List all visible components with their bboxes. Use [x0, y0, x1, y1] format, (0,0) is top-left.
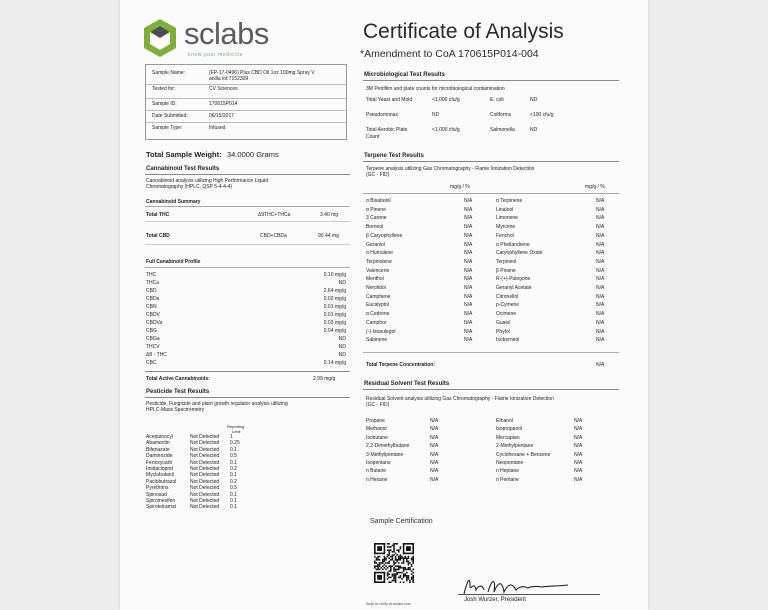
solvent-name: n Butane: [366, 468, 387, 475]
terpene-value: N/A: [596, 319, 605, 326]
pesticide-result: Not Detected: [190, 466, 220, 472]
pesticide-name: Spinosad: [146, 491, 167, 498]
terpene-name: Valencene: [366, 267, 390, 274]
terpene-name: Citronellol: [496, 293, 519, 300]
terpene-value: N/A: [464, 198, 473, 204]
solvent-value: N/A: [430, 468, 439, 475]
solvent-value: N/A: [574, 451, 583, 458]
terpene-name: Limonene: [496, 215, 518, 222]
pesticide-result: Not Detected: [190, 485, 220, 492]
terpene-name: (-)-Isopulegol: [366, 328, 396, 335]
pesticide-limit: 0.5: [230, 453, 237, 460]
total-cbd-value: 90.44 mg: [318, 233, 339, 239]
cannabinoid-desc: Chromatography (HPLC, QSP 5-4-4-4): [146, 184, 233, 190]
profile-value: ND: [338, 280, 346, 286]
terpene-unit: mg/g / %: [585, 184, 605, 190]
terpene-name: Guaiol: [496, 319, 511, 326]
profile-value: 0.10 mg/g: [323, 272, 346, 278]
terpene-value: N/A: [596, 328, 605, 335]
terpene-value: N/A: [464, 302, 473, 309]
pesticide-limit: 0.2: [230, 478, 237, 485]
terpene-name: Camphene: [366, 293, 391, 300]
terpene-value: N/A: [464, 285, 473, 291]
pesticide-limit: 0.1: [230, 446, 237, 453]
pesticide-limit: 0.1: [230, 472, 237, 479]
micro-value: ND: [432, 112, 440, 118]
terpene-value: N/A: [464, 293, 473, 300]
total-active-value: 2.99 mg/g: [313, 376, 336, 382]
terpene-value: N/A: [596, 337, 605, 344]
terpene-name: Terpinolene: [366, 258, 392, 265]
pesticide-name: Spiromesifen: [146, 498, 176, 504]
sample-value: Infused: [209, 125, 226, 131]
pesticide-name: Daminozide: [146, 453, 173, 460]
profile-name: CBDVa: [146, 320, 163, 326]
terpene-desc: Terpene analysis utilizing Gas Chromatography - Flame Ionization Detection: [366, 166, 535, 172]
terpene-value: N/A: [596, 293, 605, 300]
sample-value: 170615P014: [209, 101, 238, 107]
profile-name: CBC: [146, 360, 157, 366]
micro-name: Total Yeast and Mold: [366, 97, 413, 103]
profile-name: CBD: [146, 288, 157, 294]
pesticide-result: Not Detected: [190, 440, 220, 447]
micro-name: Coliforms: [490, 112, 512, 118]
terpene-name: R-(+)-Pulegone: [496, 276, 531, 283]
solvent-value: N/A: [430, 426, 439, 433]
terpene-value: N/A: [464, 215, 473, 222]
terpene-value: N/A: [596, 198, 605, 204]
profile-name: CBN: [146, 304, 157, 310]
terpene-name: Geraniol: [366, 241, 385, 248]
pesticide-name: Acequinocyl: [146, 434, 173, 440]
qr-scan-text: Scan to verify at sclabs.com: [366, 602, 411, 606]
solvent-value: N/A: [430, 434, 439, 441]
profile-name: Δ8 - THC: [146, 352, 167, 358]
micro-desc: 3M Petrifilm and plate counts for microbiological contamination: [366, 86, 505, 92]
solvent-heading: Residual Solvent Test Results: [364, 381, 450, 387]
solvent-name: n Hexane: [366, 476, 388, 483]
terpene-name: α Cedrene: [366, 311, 390, 318]
cannabinoid-profile-table: [146, 272, 346, 368]
profile-value: 0.01 mg/g: [323, 304, 346, 310]
pesticide-name: Spirotetramat: [146, 504, 177, 511]
solvent-value: N/A: [574, 468, 583, 475]
solvent-name: Ethanol: [496, 418, 513, 424]
solvent-value: N/A: [574, 418, 583, 424]
profile-name: THCa: [146, 280, 160, 286]
terpene-value: N/A: [464, 337, 473, 344]
total-thc-label: Total THC: [146, 212, 170, 218]
solvent-name: Neopentane: [496, 460, 524, 466]
solvent-name: Isopropanol: [496, 426, 523, 433]
amendment-note: *Amendment to CoA 170615P014-004: [360, 48, 539, 60]
profile-name: CBG: [146, 328, 157, 334]
solvent-value: N/A: [430, 451, 439, 458]
pesticide-limit: 0.2: [230, 466, 237, 472]
profile-value: 0.02 mg/g: [323, 296, 346, 302]
terpene-name: β Pinene: [496, 267, 516, 274]
terpene-value: N/A: [596, 285, 605, 291]
terpene-name: α Phellandrene: [496, 241, 530, 248]
terpene-name: β Caryophyllene: [366, 232, 403, 239]
page-title: Certificate of Analysis: [363, 20, 564, 43]
solvent-value: N/A: [574, 434, 583, 441]
profile-name: THCV: [146, 344, 160, 350]
solvent-name: 2-Methylpentane: [496, 443, 534, 450]
pesticide-result: Not Detected: [190, 472, 220, 479]
solvent-name: Isopentane: [366, 460, 391, 466]
solvent-name: Mercaptan: [496, 434, 520, 441]
terpene-value: N/A: [596, 267, 605, 274]
terpene-value: N/A: [464, 319, 473, 326]
profile-value: 0.03 mg/g: [323, 320, 346, 326]
profile-value: ND: [338, 336, 346, 342]
pesticide-name: Abamectin: [146, 440, 170, 447]
profile-value: 0.04 mg/g: [323, 328, 346, 334]
pesticide-limit: 1: [230, 434, 233, 440]
micro-value: ND: [530, 127, 538, 133]
terpene-value: N/A: [596, 224, 605, 231]
pesticide-col-limit: Limit: [232, 429, 241, 434]
terpene-value: N/A: [464, 241, 473, 248]
pesticide-result: Not Detected: [190, 459, 220, 466]
solvent-value: N/A: [574, 443, 583, 450]
terpene-name: 3 Carene: [366, 215, 387, 222]
profile-name: THC: [146, 272, 157, 278]
pesticide-heading: Pesticide Test Results: [146, 389, 210, 395]
cannabinoid-desc: Cannabinoid analysis utilizing High Performance Liquid: [146, 178, 269, 184]
full-profile-heading: Full Canabinoid Profile: [146, 259, 201, 265]
total-cbd-label: Total CBD: [146, 233, 170, 239]
sample-label: Sample ID:: [152, 101, 177, 107]
pesticide-desc: HPLC-Mass Spectrometry: [146, 407, 205, 413]
micro-value: <1,000 cfu/g: [432, 97, 460, 103]
pesticide-limit: 0.1: [230, 504, 237, 511]
pesticide-result: Not Detected: [190, 491, 220, 498]
pesticide-limit: 0.25: [230, 440, 240, 447]
terpene-value: N/A: [596, 258, 605, 265]
terpene-name: Fenchol: [496, 232, 514, 239]
terpene-value: N/A: [596, 241, 605, 248]
terpene-desc: (GC - FID): [366, 172, 390, 178]
micro-value: <1,000 cfu/g: [432, 127, 460, 133]
terpene-value: N/A: [464, 276, 473, 283]
brand-tagline: know your medicine: [188, 52, 243, 58]
pesticide-result: Not Detected: [190, 498, 220, 504]
logo: [142, 18, 292, 60]
terpene-value: N/A: [464, 267, 473, 274]
sample-label: Sample Type:: [152, 125, 183, 131]
profile-value: 2.64 mg/g: [323, 288, 346, 294]
terpene-name: α Humulene: [366, 250, 394, 257]
solvent-name: 2,2-Dimethylbutane: [366, 443, 410, 450]
brand-name: sclabs: [184, 16, 269, 51]
profile-name: CBGa: [146, 336, 160, 342]
solvent-name: Methanol: [366, 426, 387, 433]
micro-name: Pseudomonas: [366, 112, 398, 118]
terpene-value: N/A: [464, 258, 473, 265]
pesticide-table: [146, 434, 266, 514]
pesticide-result: Not Detected: [190, 453, 220, 460]
solvent-value: N/A: [430, 476, 439, 483]
terpene-name: α Pinene: [366, 206, 386, 213]
solvent-name: n Pentane: [496, 476, 519, 483]
terpene-name: Nerolidol: [366, 285, 386, 291]
terpene-unit: mg/g / %: [450, 184, 470, 190]
terpene-value: N/A: [464, 311, 473, 318]
terpene-value: N/A: [596, 250, 605, 257]
sample-value: anilla lot:7152309: [209, 76, 249, 82]
solvent-name: 3-Methylpentane: [366, 451, 404, 458]
terpene-name: Caryophyllene Oxide: [496, 250, 543, 257]
solvent-name: Cyclohexane + Benzene: [496, 451, 551, 458]
terpene-heading: Terpene Test Results: [364, 153, 424, 159]
solvent-name: n Heptane: [496, 468, 520, 475]
terpene-name: Phytol: [496, 328, 510, 335]
pesticide-result: Not Detected: [190, 504, 220, 511]
profile-value: ND: [338, 344, 346, 350]
terpene-value: N/A: [464, 224, 473, 231]
terpene-total-label: Total Terpene Concentration:: [366, 362, 435, 368]
terpene-name: Camphor: [366, 319, 387, 326]
solvent-name: Propane: [366, 418, 385, 424]
pesticide-name: Fenoxycarb: [146, 459, 173, 466]
terpene-name: Geranyl Acetate: [496, 285, 532, 291]
pesticide-limit: 0.1: [230, 491, 237, 498]
terpene-value: N/A: [464, 250, 473, 257]
cannabinoid-summary-heading: Cannabinoid Summary: [146, 199, 201, 205]
hexagon-logo-icon: [142, 18, 178, 58]
micro-table: [366, 97, 616, 142]
signer-name: Josh Wurzer, President: [464, 597, 526, 603]
sample-info-box: [145, 64, 347, 140]
sample-label: Date Submitted:: [152, 113, 188, 119]
solvent-desc: Residual Solvent analysis utilizing Gas Chromatography - Flame Ionization Detection: [366, 396, 554, 402]
terpene-name: Isoborneol: [496, 337, 520, 344]
profile-name: CBDa: [146, 296, 160, 302]
pesticide-result: Not Detected: [190, 434, 220, 440]
terpene-name: Terpineol: [496, 258, 517, 265]
terpene-value: N/A: [596, 232, 605, 239]
pesticide-limit: 0.1: [230, 498, 237, 504]
pesticide-name: Bifenazate: [146, 446, 170, 453]
terpene-value: N/A: [596, 276, 605, 283]
profile-value: 0.01 mg/g: [323, 312, 346, 318]
terpene-name: α Terpinene: [496, 198, 523, 204]
sample-value: (FP-17-0496) Plus CBD Oil 1oz 100mg Spray V: [209, 70, 315, 76]
profile-value: ND: [338, 352, 346, 358]
total-thc-formula: Δ9THC+THCa: [258, 212, 291, 218]
sample-value: 06/15/2017: [209, 113, 235, 119]
micro-value: <100 cfu/g: [530, 112, 554, 118]
solvent-desc: (GC - FID): [366, 402, 390, 408]
total-sample-weight-value: 34.0000 Grams: [227, 150, 279, 159]
terpene-value: N/A: [596, 311, 605, 318]
terpene-name: Myrcene: [496, 224, 516, 231]
pesticide-name: Paclobutrazol: [146, 478, 177, 485]
solvent-value: N/A: [574, 460, 583, 466]
micro-value: ND: [530, 97, 538, 103]
terpene-total-value: N/A: [596, 362, 605, 368]
pesticide-col-reporting: Reporting: [227, 424, 245, 429]
pesticide-result: Not Detected: [190, 478, 220, 485]
pesticide-desc: Pesticide, Fungicide and plant growth regulator analysis utilizing: [146, 401, 288, 407]
terpene-value: N/A: [464, 232, 473, 239]
pesticide-limit: 0.1: [230, 459, 237, 466]
terpene-name: Eucalyptol: [366, 302, 390, 309]
sample-label: Tested for:: [152, 86, 176, 92]
solvent-table: [366, 418, 616, 488]
terpene-value: N/A: [464, 328, 473, 335]
qr-code-icon: [374, 543, 414, 583]
solvent-value: N/A: [430, 443, 439, 450]
pesticide-name: Pyrethrins: [146, 485, 169, 492]
solvent-value: N/A: [430, 418, 439, 424]
profile-value: 0.14 mg/g: [323, 360, 346, 366]
pesticide-name: Imidacloprid: [146, 466, 173, 472]
certificate-page: [120, 0, 648, 610]
terpene-name: Menthol: [366, 276, 384, 283]
sample-label: Sample Name:: [152, 70, 186, 76]
terpene-value: N/A: [596, 302, 605, 309]
terpene-value: N/A: [596, 215, 605, 222]
pesticide-name: Myclobutanil: [146, 472, 174, 479]
total-active-label: Total Active Cannabinoids:: [146, 376, 210, 382]
solvent-name: Isobutane: [366, 434, 388, 441]
sample-value: CV Sciences: [209, 86, 238, 92]
terpene-name: p-Cymene: [496, 302, 520, 309]
total-sample-weight-label: Total Sample Weight:: [146, 150, 222, 159]
solvent-value: N/A: [574, 426, 583, 433]
certification-heading: Sample Certification: [370, 518, 433, 525]
micro-name: Total Aerobic Plate: [366, 127, 408, 133]
terpene-name: Ocimene: [496, 311, 517, 318]
terpene-name: Linalool: [496, 206, 514, 213]
total-thc-value: 3.40 mg: [320, 212, 339, 218]
micro-name: E. coli: [490, 97, 504, 103]
terpene-table: [366, 198, 616, 348]
solvent-value: N/A: [574, 476, 583, 483]
terpene-value: N/A: [596, 206, 605, 213]
total-cbd-formula: CBD+CBDa: [260, 233, 287, 239]
terpene-value: N/A: [464, 206, 473, 213]
terpene-name: Borneol: [366, 224, 384, 231]
micro-name: Salmonella: [490, 127, 515, 133]
solvent-value: N/A: [430, 460, 439, 466]
cannabinoid-heading: Cannabinoid Test Results: [146, 166, 220, 172]
profile-name: CBDV: [146, 312, 160, 318]
terpene-name: Sabinene: [366, 337, 388, 344]
pesticide-result: Not Detected: [190, 446, 220, 453]
micro-name: Count: [366, 134, 380, 140]
micro-heading: Microbiological Test Results: [364, 72, 445, 78]
terpene-name: α Bisabolol: [366, 198, 391, 204]
pesticide-limit: 0.5: [230, 485, 237, 492]
